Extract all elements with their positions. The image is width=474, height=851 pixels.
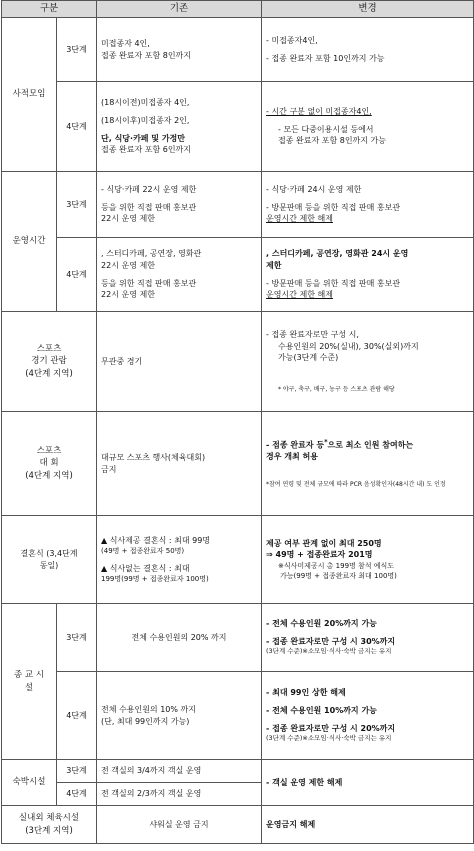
text-line: - 방문판매 등을 위한 직접 판매 홍보관 [266, 202, 401, 212]
text-line: 22시 운영 제한 [101, 260, 155, 270]
text-line: - 접종 완료자 포함 10인까지 가능 [266, 53, 385, 63]
text-line: 등을 위한 직접 판매 홍보관 [101, 202, 197, 212]
after-cell [262, 604, 474, 672]
text-line: 가능(99명 + 접종완료자 최대 100명) [280, 572, 397, 581]
religious-stage4-row [2, 672, 474, 760]
text-line: - 접종 완료자 등*으로 최소 인원 참여하는 [266, 438, 414, 450]
header-after: 변경 [262, 1, 474, 18]
before-cell [97, 18, 262, 82]
text-line: 접종 완료자 포함 8인까지 가능 [278, 136, 387, 146]
operating-hours-stage3-row [2, 172, 474, 238]
text-line: (18시이후)미접종자 2인, [101, 115, 190, 125]
footnote: *참여 연령 및 전체 규모에 따라 PCR 음성확인자(48시간 내) 도 인정 [266, 480, 446, 488]
stage-label: 3단계 [57, 172, 97, 238]
wedding-row [2, 516, 474, 604]
text-line: 22시 운영 제한 [101, 214, 155, 224]
text-line: (3단계 수준)※소모임·식사·숙박 금지는 유지 [266, 647, 392, 656]
text-line: 등을 위한 직접 판매 홍보관 [101, 278, 197, 288]
stage-label: 4단계 [57, 82, 97, 172]
policy-comparison-table [1, 0, 474, 844]
text-line: 접종 완료자 포함 8인까지 [101, 50, 192, 60]
text-line: - 접종 완료자로만 구성 시, [266, 330, 359, 340]
after-cell [262, 172, 474, 238]
text-line: - 최대 99인 상한 해제 [266, 688, 346, 698]
before-cell [97, 82, 262, 172]
sports-event-label: 스포츠 대 회 (4단계 지역) [2, 412, 97, 516]
text-line: - 시간 구분 없이 미접종자4인, [266, 107, 372, 117]
text-line: - 모든 다중이용시설 등에서 [278, 124, 374, 134]
after-cell [262, 312, 474, 412]
text-line: - 미접종자4인, [266, 35, 318, 45]
text-line: 단, 식당·카페 및 가정만 [101, 133, 186, 143]
text-line: ⇒ 49명 + 접종완료자 201명 [266, 550, 373, 560]
text-line: 경우 개최 허용 [266, 452, 318, 462]
before-cell: 전 객실의 3/4까지 객실 운영 [97, 760, 262, 783]
text-line: (18시이전)미접종자 4인, [101, 98, 190, 108]
before-cell [97, 516, 262, 604]
stage-label: 4단계 [57, 783, 97, 806]
text-line: 운영시간 제한 해제 [266, 214, 333, 224]
after-cell [262, 672, 474, 760]
text-line: - 접종 완료자로만 구성 시 20%까지 [266, 723, 396, 733]
stage-label: 4단계 [57, 238, 97, 312]
after-cell [262, 238, 474, 312]
text-line: - 접종 완료자로만 구성 시 30%까지 [266, 636, 396, 646]
after-cell [262, 82, 474, 172]
religious-label: 종 교 시 설 [2, 604, 57, 760]
text-line: 운영시간 제한 해제 [266, 290, 333, 300]
text-line: , 스터디카페, 공연장, 영화관 24시 운영 [266, 249, 409, 259]
sports-viewing-label: 스포츠 경기 관람 (4단계 지역) [2, 312, 97, 412]
before-cell [97, 172, 262, 238]
text-line: - 식당·카페 24시 운영 제한 [266, 185, 362, 195]
after-cell: 운영금지 해제 [262, 806, 474, 844]
religious-stage3-row [2, 604, 474, 672]
before-cell: 전 객실의 2/3까지 객실 운영 [97, 783, 262, 806]
text-line: (단, 최대 99인까지 가능) [101, 716, 190, 726]
after-cell [262, 18, 474, 82]
stage-label: 3단계 [57, 18, 97, 82]
before-cell: 무관중 경기 [97, 312, 262, 412]
sports-viewing-row [2, 312, 474, 412]
footnote: * 야구, 축구, 배구, 농구 등 스포츠 관람 해당 [278, 385, 395, 393]
before-cell [97, 672, 262, 760]
text-line: 접종 완료자 포함 6인까지 [101, 145, 192, 155]
text-line: 제공 여부 관계 없이 최대 250명 [266, 538, 382, 548]
after-cell [262, 516, 474, 604]
indoor-sports-label: 실내외 체육시설 (3단계 지역) [2, 806, 97, 844]
operating-hours-label: 운영시간 [2, 172, 57, 312]
private-gathering-stage3-row [2, 18, 474, 82]
header-row [2, 1, 474, 18]
text-line: 22시 운영 제한 [101, 290, 155, 300]
before-cell: 전체 수용인원의 20% 까지 [97, 604, 262, 672]
text-line: 수용인원의 20%(실내), 30%(실외)까지 [278, 341, 419, 351]
text-line: - 전체 수용인원 10%까지 가능 [266, 705, 377, 715]
before-cell [97, 238, 262, 312]
indoor-sports-row [2, 806, 474, 844]
before-cell: 샤워실 운영 금지 [97, 806, 262, 844]
text-line: 가능(3단계 수준) [278, 353, 339, 363]
operating-hours-stage4-row [2, 238, 474, 312]
after-cell [262, 412, 474, 516]
text-line: 제한 [266, 260, 282, 270]
header-before: 기존 [97, 1, 262, 18]
header-category: 구분 [2, 1, 97, 18]
text-line: ▲ 식사없는 결혼식 : 최대 [101, 563, 190, 573]
text-line: ▲ 식사제공 결혼식 : 최대 99명 [101, 535, 211, 545]
stage-label: 3단계 [57, 760, 97, 783]
text-line: (49명 + 접종완료자 50명) [101, 547, 185, 556]
text-line: 대규모 스포츠 행사(체육대회) [101, 452, 206, 462]
text-line: (3단계 수준)※소모임·식사·숙박 금지는 유지 [266, 734, 392, 743]
text-line: 전체 수용인원의 10% 까지 [101, 704, 196, 714]
lodging-stage3-row [2, 760, 474, 783]
lodging-label: 숙박시설 [2, 760, 57, 806]
stage-label: 3단계 [57, 604, 97, 672]
private-gathering-label: 사적모임 [2, 18, 57, 172]
text-line: , 스터디카페, 공연장, 영화관 [101, 249, 202, 259]
private-gathering-stage4-row [2, 82, 474, 172]
text-line: 199명(99명 + 접종완료자 100명) [101, 575, 209, 584]
text-line: - 전체 수용인원 20%까지 가능 [266, 619, 377, 629]
text-line: - 방문판매 등을 위한 직접 판매 홍보관 [266, 278, 401, 288]
text-line: - 식당·카페 22시 운영 제한 [101, 185, 197, 195]
sports-event-row [2, 412, 474, 516]
text-line: 미접종자 4인, [101, 38, 150, 48]
before-cell [97, 412, 262, 516]
text-line: 금지 [101, 464, 117, 474]
stage-label: 4단계 [57, 672, 97, 760]
text-line: ※식사미제공시 총 199명 참석 예식도 [278, 561, 395, 570]
wedding-label: 결혼식 (3,4단계 동일) [2, 516, 97, 604]
after-cell: - 객실 운영 제한 해제 [262, 760, 474, 806]
